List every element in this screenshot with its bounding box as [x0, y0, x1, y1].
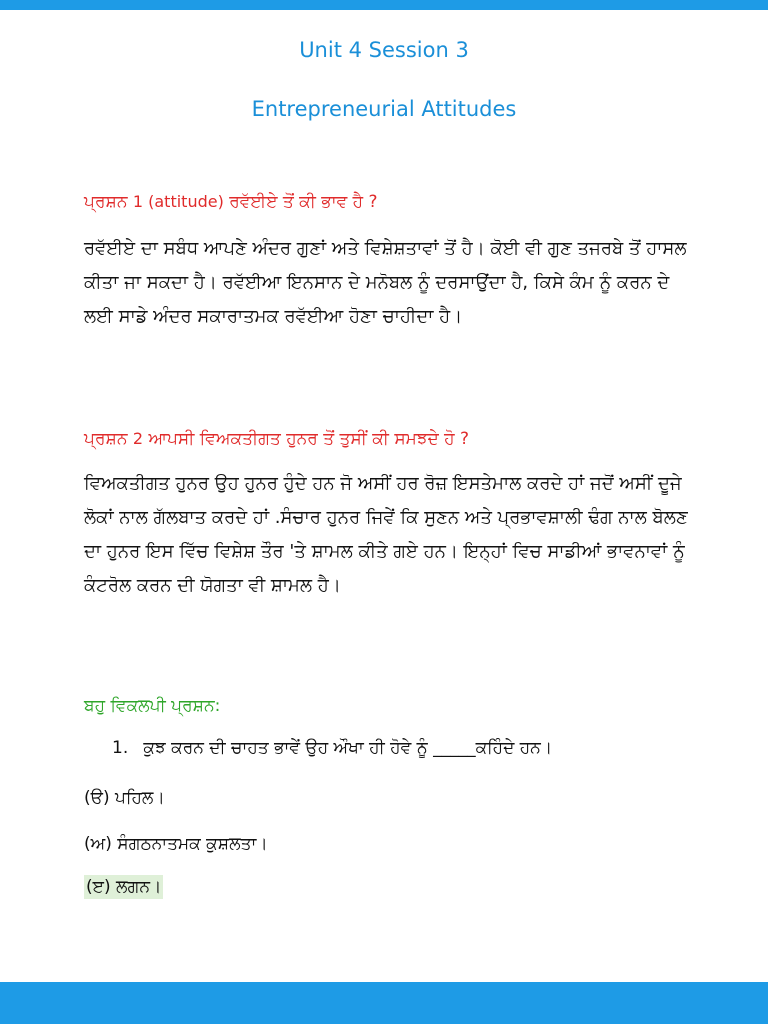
mcq-heading: ਬਹੁ ਵਿਕਲਪੀ ਪ੍ਰਸ਼ਨ:: [84, 696, 221, 716]
question-2-text: ਆਪਸੀ ਵਿਅਕਤੀਗਤ ਹੁਨਰ ਤੋਂ ਤੁਸੀਂ ਕੀ ਸਮਝਦੇ ਹੋ ?: [148, 429, 470, 449]
question-1-heading: [84, 192, 704, 212]
mcq-option-a: (ੳ) ਪਹਿਲ।: [84, 788, 165, 808]
mcq-option-c: [84, 877, 163, 897]
question-1-text: ਰਵੱਈਏ ਤੋਂ ਕੀ ਭਾਵ ਹੈ ?: [229, 192, 378, 212]
question-1-answer: ਰਵੱਈਏ ਦਾ ਸਬੰਧ ਆਪਣੇ ਅੰਦਰ ਗੁਣਾਂ ਅਤੇ ਵਿਸ਼ੇਸ਼ਤਾਵਾਂ ਤੋਂ ਹੈ। ਕੋਈ ਵੀ ਗੁਣ ਤਜਰਬੇ ਤੋਂ ਹਾਸਲ ਕੀਤਾ ਜਾ ਸਕਦਾ ਹੈ। ਰਵੱਈਆ ਇਨਸਾਨ ਦੇ ਮਨੋਬਲ ਨੂੰ ਦਰਸਾਉਂਦਾ ਹੈ, ਕਿਸੇ ਕੰਮ ਨੂੰ ਕਰਨ ਦੇ ਲਈ ਸਾਡੇ ਅੰਦਰ ਸਕਾਰਾਤਮਕ ਰਵੱਈਆ ਹੋਣਾ ਚਾਹੀਦਾ ਹੈ।: [84, 238, 687, 327]
question-1-number: 1 (attitude): [132, 192, 224, 211]
mcq-option-b: (ਅ) ਸੰਗਠਨਾਤਮਕ ਕੁਸ਼ਲਤਾ।: [84, 834, 268, 854]
question-2-answer: ਵਿਅਕਤੀਗਤ ਹੁਨਰ ਉਹ ਹੁਨਰ ਹੁੰਦੇ ਹਨ ਜੋ ਅਸੀਂ ਹਰ ਰੋਜ਼ ਇਸਤੇਮਾਲ ਕਰਦੇ ਹਾਂ ਜਦੋਂ ਅਸੀਂ ਦੂਜੇ ਲੋਕਾਂ ਨਾਲ ਗੱਲਬਾਤ ਕਰਦੇ ਹਾਂ .ਸੰਚਾਰ ਹੁਨਰ ਜਿਵੇਂ ਕਿ ਸੁਣਨ ਅਤੇ ਪ੍ਰਭਾਵਸ਼ਾਲੀ ਢੰਗ ਨਾਲ ਬੋਲਣ ਦਾ ਹੁਨਰ ਇਸ ਵਿੱਚ ਵਿਸ਼ੇਸ਼ ਤੌਰ 'ਤੇ ਸ਼ਾਮਲ ਕੀਤੇ ਗਏ ਹਨ। ਇਨ੍ਹਾਂ ਵਿਚ ਸਾਡੀਆਂ ਭਾਵਨਾਵਾਂ ਨੂੰ ਕੰਟਰੋਲ ਕਰਨ ਦੀ ਯੋਗਤਾ ਵੀ ਸ਼ਾਮਲ ਹੈ।: [84, 473, 688, 596]
question-2-prefix: ਪ੍ਰਸ਼ਨ: [84, 429, 128, 449]
question-2-number: 2: [132, 429, 144, 448]
topic-title: Entrepreneurial Attitudes: [251, 97, 517, 121]
question-1-prefix: ਪ੍ਰਸ਼ਨ: [84, 192, 128, 212]
bottom-accent-bar: [0, 982, 768, 1024]
question-2-heading: [84, 429, 704, 449]
unit-session-title: Unit 4 Session 3: [299, 38, 469, 62]
mcq-question-number: 1.: [112, 738, 129, 758]
mcq-question: [112, 738, 552, 758]
mcq-correct-answer-highlight: (ੲ) ਲਗਨ।: [86, 877, 162, 897]
top-accent-bar: [0, 0, 768, 10]
mcq-question-text: ਕੁਝ ਕਰਨ ਦੀ ਚਾਹਤ ਭਾਵੇਂ ਉਹ ਔਖਾ ਹੀ ਹੋਵੇ ਨੂੰ _____ਕਹਿੰਦੇ ਹਨ।: [143, 738, 553, 758]
